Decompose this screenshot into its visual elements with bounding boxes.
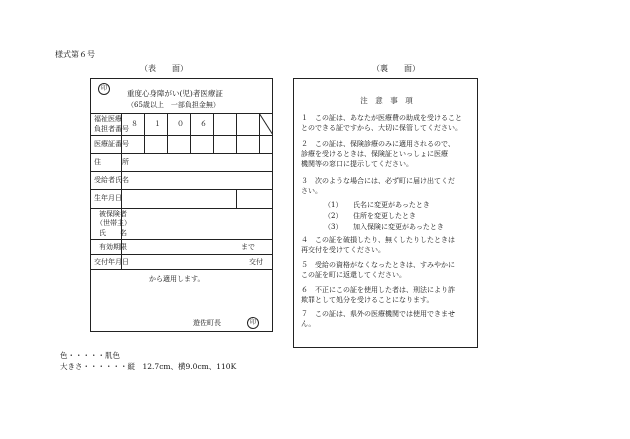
note-line: 欺罪として処分を受けることになります。 — [301, 296, 434, 304]
note-line: （1） 氏名に変更があったとき — [324, 201, 430, 209]
front-card — [90, 78, 273, 332]
notes-title: 注 意 事 項 — [360, 96, 413, 105]
note-line: とのできる証ですから、大切に保管してください。 — [301, 124, 462, 132]
note-line: １ この証は、あなたが医療費の助成を受けること — [301, 114, 462, 122]
fukushi-digit: ０ — [177, 120, 184, 128]
valid-period-suffix: まで — [241, 243, 255, 251]
corner-diagonal — [259, 113, 273, 135]
note-line: ７ この証は、県外の医療機関では使用できませ — [301, 310, 455, 318]
note-line: 再交付を受けてください。 — [301, 246, 385, 254]
recipient-name-label: 受給者氏名 — [94, 176, 129, 184]
fukushi-digit: ８ — [131, 120, 138, 128]
form-number: 様式第６号 — [55, 50, 95, 59]
issue-date-label: 交付年月日 — [94, 258, 129, 266]
applies-text: から適用します。 — [149, 275, 205, 283]
back-card — [293, 78, 478, 348]
fukushi-label-1: 福祉医療 — [94, 115, 122, 123]
note-line: ３ 次のような場合には、必ず町に届け出てくだ — [301, 177, 455, 185]
note-line: ６ 不正にこの証を使用した者は、刑法により詐 — [301, 286, 455, 294]
insured-label-3: 氏 名 — [99, 229, 127, 237]
issue-date-suffix: 交付 — [249, 258, 263, 266]
note-line: ４ この証を破損したり、無くしたりしたときは — [301, 236, 455, 244]
fukushi-digit: ６ — [200, 120, 207, 128]
color-spec: 色・・・・・肌色 — [60, 351, 120, 360]
size-spec: 大きさ・・・・・・縦 12.7cm、横9.0cm、110K — [60, 362, 237, 371]
note-line: ２ この証は、保険診療のみに適用されるので、 — [301, 140, 455, 148]
note-line: ５ 受給の資格がなくなったときは、すみやかに — [301, 261, 455, 269]
issuer-name: 遊佐町長 — [193, 319, 221, 327]
note-line: 機関等の窓口に提示してください。 — [301, 160, 413, 168]
issuer-seal-icon: 印 — [247, 317, 259, 329]
note-line: （2） 住所を変更したとき — [324, 212, 416, 220]
insured-label-2: （世帯主） — [96, 219, 131, 227]
note-line: ん。 — [301, 320, 316, 328]
note-line: さい。 — [301, 187, 322, 195]
back-side-label: （裏 面） — [372, 64, 420, 73]
note-line: 診療を受けるときは、保険証といっしょに医療 — [301, 150, 448, 158]
card-subtitle: （65歳以上 一部負担金無） — [127, 101, 220, 109]
insured-label-1: 被保険者 — [99, 210, 127, 218]
fukushi-label-2: 負担者番号 — [94, 125, 129, 133]
card-title: 重度心身障がい(児)者医療証 — [127, 89, 223, 98]
iryo-number-label: 医療証番号 — [94, 140, 129, 148]
fukushi-digit: １ — [154, 120, 161, 128]
note-line: （3） 加入保険に変更があったとき — [324, 223, 444, 231]
seal-mark-icon: 印 — [98, 83, 110, 95]
note-line: この証を町に返還してください。 — [301, 271, 406, 279]
valid-period-label: 有効期限 — [99, 243, 127, 251]
birth-label: 生年月日 — [94, 194, 122, 202]
address-label: 住 所 — [94, 158, 129, 166]
front-side-label: （表 面） — [140, 64, 188, 73]
